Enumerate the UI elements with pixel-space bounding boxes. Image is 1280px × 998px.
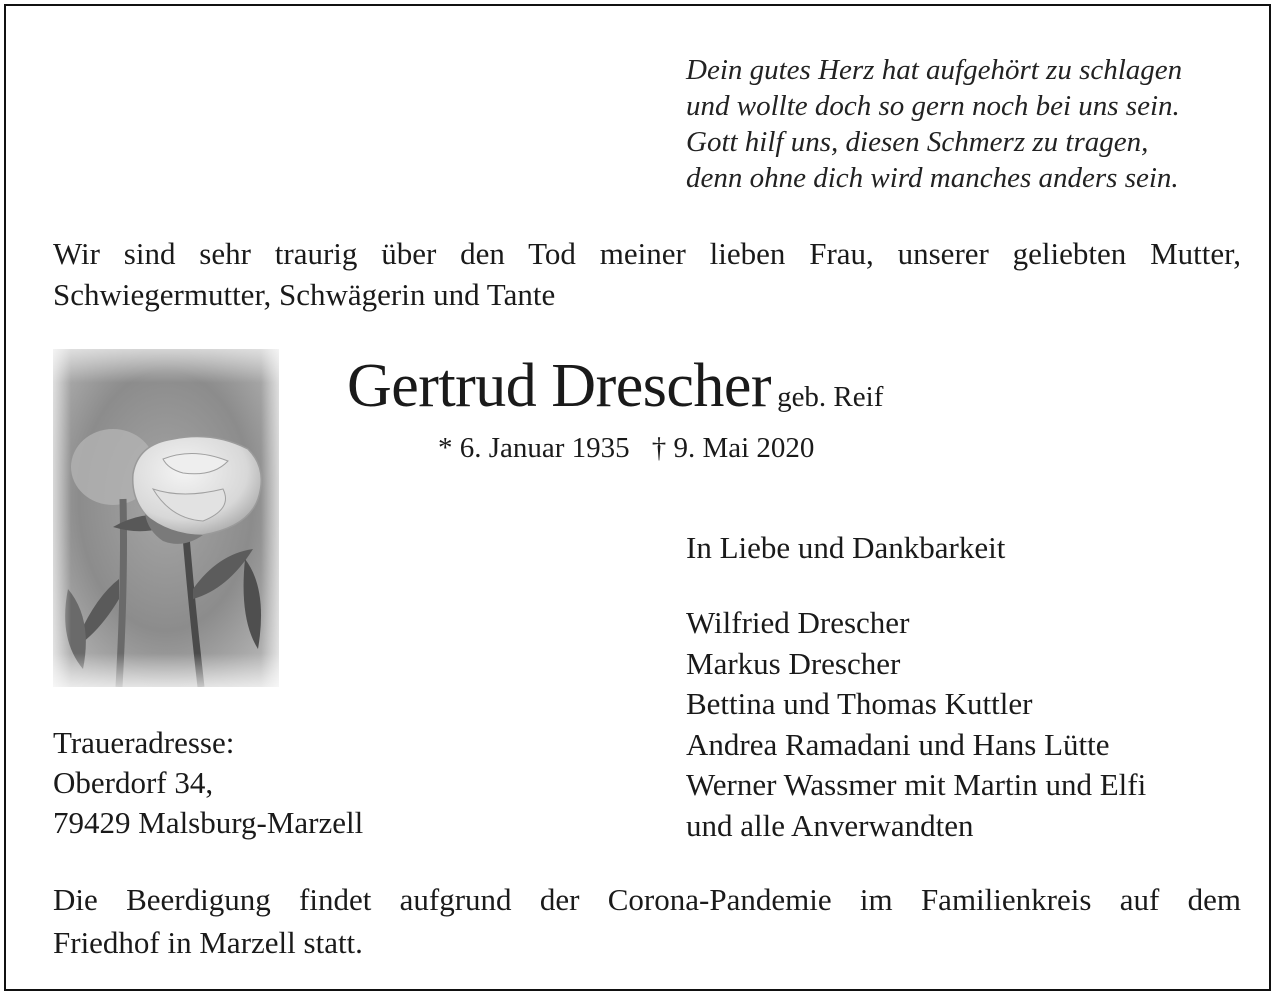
mourners-intro: In Liebe und Dankbarkeit <box>686 530 1006 565</box>
obituary-notice <box>4 4 1271 991</box>
mourner-name: Bettina und Thomas Kuttler <box>686 686 1033 721</box>
deceased-name: Gertrud Drescher <box>347 352 772 420</box>
intro-line: Wir sind sehr traurig über den Tod meiner lieben Frau, unserer geliebten Mutter, <box>53 236 1241 271</box>
rose-image <box>53 349 279 687</box>
intro-text <box>53 233 1241 315</box>
poem-line: Dein gutes Herz hat aufgehört zu schlagen <box>686 54 1183 86</box>
mourner-name: Markus Drescher <box>686 645 901 681</box>
mourner-name: und alle Anverwandten <box>686 807 974 843</box>
poem <box>686 52 1256 196</box>
life-dates <box>438 428 814 468</box>
funeral-line: Friedhof in Marzell statt. <box>53 925 363 960</box>
death-date: † 9. Mai 2020 <box>651 432 815 464</box>
address-label: Traueradresse: <box>53 725 235 760</box>
mourner-name: Wilfried Drescher <box>686 605 910 640</box>
mourners-list <box>686 603 1146 846</box>
poem-line: Gott hilf uns, diesen Schmerz zu tragen, <box>686 126 1149 158</box>
intro-line: Schwiegermutter, Schwägerin und Tante <box>53 277 556 312</box>
mourner-name: Werner Wassmer mit Martin und Elfi <box>686 767 1147 802</box>
mourning-address <box>53 723 363 843</box>
poem-line: und wollte doch so gern noch bei uns sein. <box>686 90 1180 122</box>
birth-date: * 6. Januar 1935 <box>438 432 630 464</box>
address-city: 79429 Malsburg-Marzell <box>53 805 364 840</box>
funeral-line: Die Beerdigung findet aufgrund der Corona-Pandemie im Familienkreis auf dem <box>53 882 1241 917</box>
address-street: Oberdorf 34, <box>53 765 214 800</box>
maiden-name: geb. Reif <box>777 381 884 413</box>
mourner-name: Andrea Ramadani und Hans Lütte <box>686 726 1110 762</box>
funeral-notice <box>53 878 1241 964</box>
poem-line: denn ohne dich wird manches anders sein. <box>686 162 1179 194</box>
deceased-name-line <box>347 349 883 423</box>
